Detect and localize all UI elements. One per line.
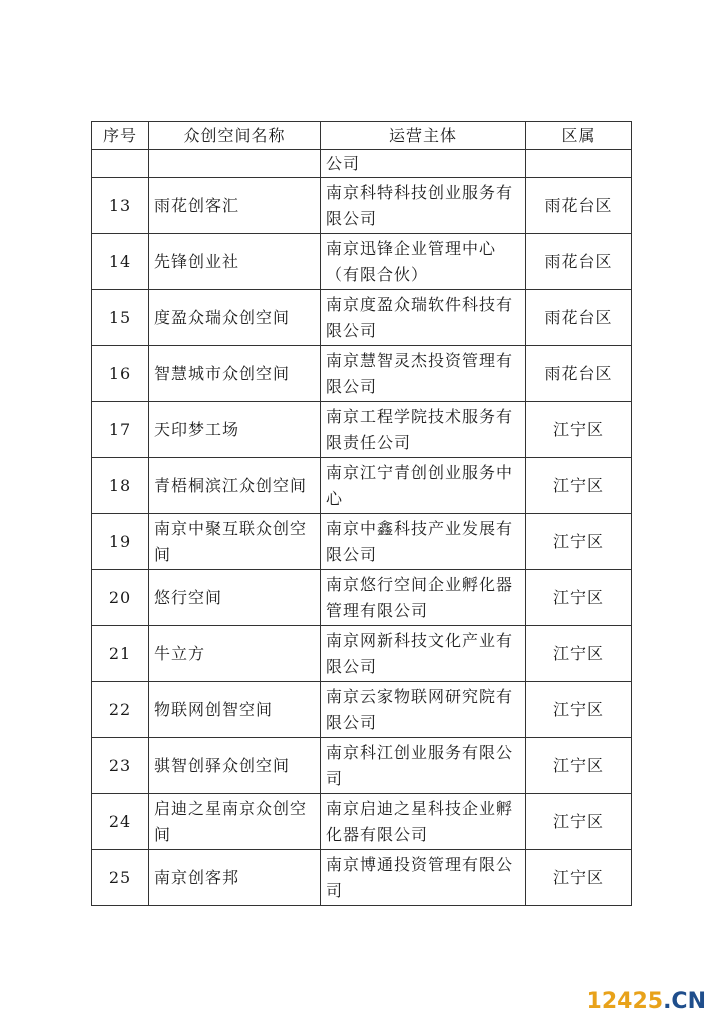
cell-district: 江宁区 bbox=[526, 850, 632, 906]
cell-name: 启迪之星南京众创空间 bbox=[149, 794, 321, 850]
cell-num: 16 bbox=[92, 346, 149, 402]
cell-num: 25 bbox=[92, 850, 149, 906]
cell-num: 15 bbox=[92, 290, 149, 346]
cell-name: 悠行空间 bbox=[149, 570, 321, 626]
table-row bbox=[92, 738, 632, 794]
site-watermark-logo bbox=[587, 989, 706, 1014]
cell-name: 天印梦工场 bbox=[149, 402, 321, 458]
cell-operator: 南京网新科技文化产业有限公司 bbox=[321, 626, 526, 682]
cell-num: 14 bbox=[92, 234, 149, 290]
header-serial: 序号 bbox=[92, 122, 149, 150]
continuation-row bbox=[92, 150, 632, 178]
cell-name bbox=[149, 150, 321, 178]
cell-district: 雨花台区 bbox=[526, 178, 632, 234]
table-row bbox=[92, 850, 632, 906]
cell-name: 牛立方 bbox=[149, 626, 321, 682]
cell-num: 22 bbox=[92, 682, 149, 738]
cell-operator: 南京科江创业服务有限公司 bbox=[321, 738, 526, 794]
cell-district: 江宁区 bbox=[526, 738, 632, 794]
cell-num: 21 bbox=[92, 626, 149, 682]
cell-operator: 南京科特科技创业服务有限公司 bbox=[321, 178, 526, 234]
header-space-name: 众创空间名称 bbox=[149, 122, 321, 150]
cell-num: 13 bbox=[92, 178, 149, 234]
cell-operator: 南京迅锋企业管理中心（有限合伙） bbox=[321, 234, 526, 290]
cell-operator: 南京启迪之星科技企业孵化器有限公司 bbox=[321, 794, 526, 850]
cell-operator: 南京工程学院技术服务有限责任公司 bbox=[321, 402, 526, 458]
cell-num: 23 bbox=[92, 738, 149, 794]
header-district: 区属 bbox=[526, 122, 632, 150]
header-operator: 运营主体 bbox=[321, 122, 526, 150]
cell-district: 江宁区 bbox=[526, 794, 632, 850]
cell-name: 智慧城市众创空间 bbox=[149, 346, 321, 402]
table-row bbox=[92, 626, 632, 682]
cell-name: 骐智创驿众创空间 bbox=[149, 738, 321, 794]
cell-num: 24 bbox=[92, 794, 149, 850]
table-header-row bbox=[92, 122, 632, 150]
table-row bbox=[92, 682, 632, 738]
cell-num: 18 bbox=[92, 458, 149, 514]
cell-num: 19 bbox=[92, 514, 149, 570]
table-row bbox=[92, 458, 632, 514]
table-row bbox=[92, 234, 632, 290]
cell-name: 青梧桐滨江众创空间 bbox=[149, 458, 321, 514]
cell-district: 江宁区 bbox=[526, 626, 632, 682]
cell-operator: 公司 bbox=[321, 150, 526, 178]
cell-district: 江宁区 bbox=[526, 402, 632, 458]
cell-num: 17 bbox=[92, 402, 149, 458]
cell-name: 物联网创智空间 bbox=[149, 682, 321, 738]
cell-name: 度盈众瑞众创空间 bbox=[149, 290, 321, 346]
cell-operator: 南京度盈众瑞软件科技有限公司 bbox=[321, 290, 526, 346]
cell-name: 雨花创客汇 bbox=[149, 178, 321, 234]
table-row bbox=[92, 570, 632, 626]
watermark-number: 12425 bbox=[586, 989, 664, 1014]
cell-district: 雨花台区 bbox=[526, 346, 632, 402]
cell-name: 南京创客邦 bbox=[149, 850, 321, 906]
table-row bbox=[92, 794, 632, 850]
cell-operator: 南京悠行空间企业孵化器管理有限公司 bbox=[321, 570, 526, 626]
cell-district: 江宁区 bbox=[526, 514, 632, 570]
spaces-table bbox=[91, 121, 632, 906]
cell-num bbox=[92, 150, 149, 178]
cell-operator: 南京博通投资管理有限公司 bbox=[321, 850, 526, 906]
table-row bbox=[92, 402, 632, 458]
cell-name: 先锋创业社 bbox=[149, 234, 321, 290]
cell-operator: 南京中鑫科技产业发展有限公司 bbox=[321, 514, 526, 570]
cell-district: 江宁区 bbox=[526, 570, 632, 626]
cell-name: 南京中聚互联众创空间 bbox=[149, 514, 321, 570]
cell-operator: 南京慧智灵杰投资管理有限公司 bbox=[321, 346, 526, 402]
watermark-domain: .CN bbox=[663, 989, 706, 1014]
cell-district: 雨花台区 bbox=[526, 234, 632, 290]
cell-operator: 南京云家物联网研究院有限公司 bbox=[321, 682, 526, 738]
table-row bbox=[92, 514, 632, 570]
table-row bbox=[92, 346, 632, 402]
cell-district: 雨花台区 bbox=[526, 290, 632, 346]
cell-operator: 南京江宁青创创业服务中心 bbox=[321, 458, 526, 514]
cell-district: 江宁区 bbox=[526, 458, 632, 514]
table-row bbox=[92, 178, 632, 234]
cell-num: 20 bbox=[92, 570, 149, 626]
cell-district bbox=[526, 150, 632, 178]
table-row bbox=[92, 290, 632, 346]
cell-district: 江宁区 bbox=[526, 682, 632, 738]
